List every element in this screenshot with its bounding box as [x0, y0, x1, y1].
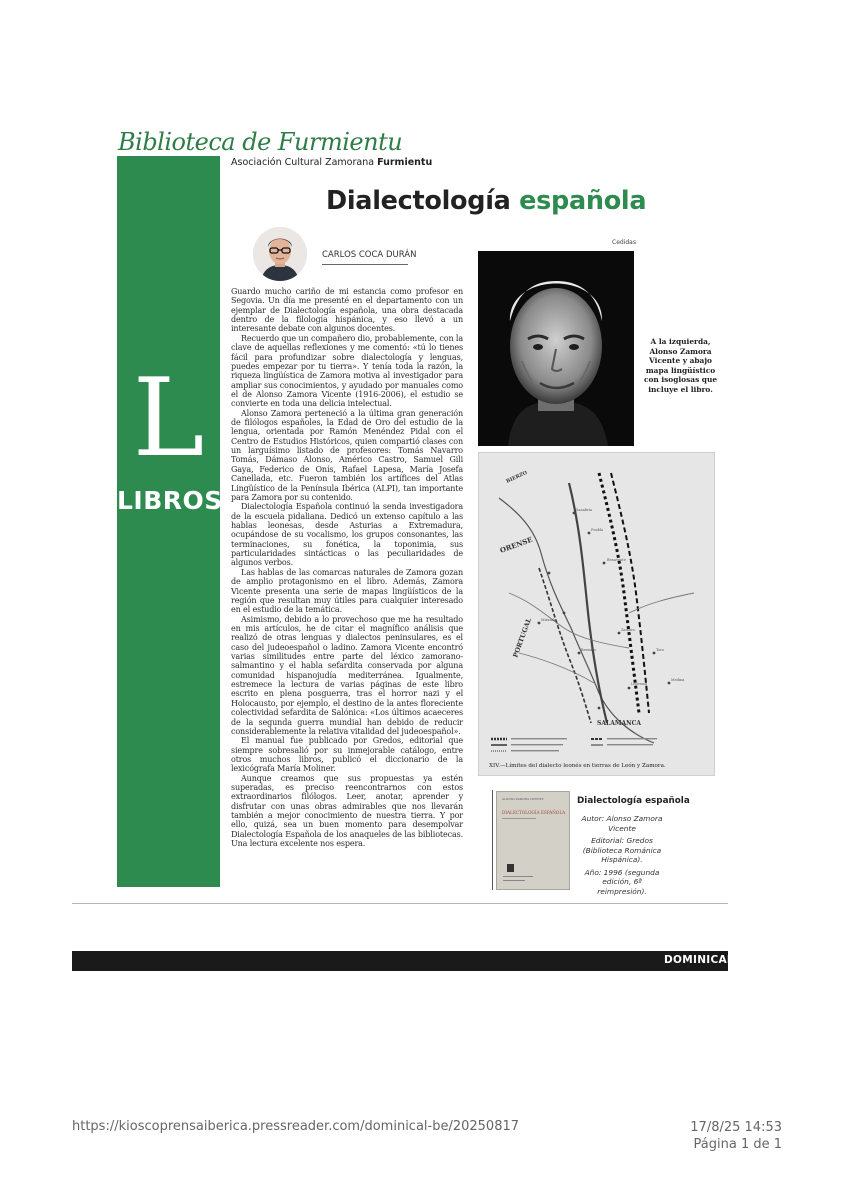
svg-text:Sanabria: Sanabria: [576, 508, 592, 512]
headline-accent: española: [519, 186, 647, 216]
svg-text:Benavente: Benavente: [607, 558, 626, 562]
paragraph: Recuerdo que un compañero dio, probablemente, con la clave de aquellas reflexiones y me comentó: «tú lo tienes fácil para profundizar sobre dialectología y lenguas, puedes empezar por tu tierra». Y tenía toda la razón, la riqueza lingüística de Zamora motiva al investigador para ampliar sus conocimientos, y ayudado por manuales como el de Alonso Zamora Vicente (1916-2006), el estudio se convierte en toda una delicia intelectual.: [231, 333, 463, 409]
paragraph: Dialectología Española continuó la senda investigadora de la escuela pidaliana. Dedicó un extenso capítulo a las hablas leonesas, desde Asturias a Extremadura, ocupándose de su vocalismo, los grupos consonantes, las terminaciones, su fonética, la toponimia, sus particularidades sintácticas o las peculiaridades de algunos verbos.: [231, 502, 463, 568]
book-cover-author: ALONSO ZAMORA VICENTE: [502, 797, 544, 801]
book-divider: [492, 790, 493, 890]
source-url[interactable]: https://kioscoprensaiberica.pressreader.com/dominical-be/20250817: [72, 1119, 520, 1134]
series-title: Biblioteca de Furmientu: [118, 128, 403, 156]
paragraph: Aunque creamos que sus propuestas ya estén superadas, es preciso reencontrarnos con estos extraordinarios filólogos. Leer, anotar, aprender y disfrutar con unas obras admirables que nos llevarán también a mejor conocimiento de nuestra tierra. Y por ello, quizá, sea un buen momento para desempolvar Dialectología Española de los anaqueles de las bibliotecas. Una lectura excelente nos espera.: [231, 773, 463, 849]
print-info: [640, 1119, 782, 1153]
book-publisher: Editorial: Gredos (Biblioteca Románica Hispánica).: [582, 836, 662, 864]
svg-text:Zamora: Zamora: [621, 628, 635, 632]
publication-name: DOMINICAL: [664, 954, 734, 966]
print-datetime: 17/8/25 14:53: [690, 1120, 782, 1135]
map-label-portugal: PORTUGAL: [511, 616, 534, 659]
publication-bar: [72, 951, 728, 971]
section-letter: L: [132, 356, 205, 481]
article-body: [231, 287, 463, 849]
association-prefix: Asociación Cultural Zamorana: [231, 157, 375, 168]
paragraph: Alonso Zamora perteneció a la última gran generación de filólogos españoles, la Edad de Oro del estudio de la lengua, orientada por Ramón Menéndez Pidal con el Centro de Estudios Históricos, quien compartió clases con un larguísimo listado de profesores: Tomás Navarro Tomás, Dámaso Alonso, Américo Castro, Samuel Gili Gaya, Federico de Onís, Rafael Lapesa, María Josefa Canellada, etc. Fueron también los artífices del Atlas Lingüístico de la Península Ibérica (ALPI), tan importante para Zamora por su contenido.: [231, 408, 463, 502]
map-label-bierzo: BIERZO: [505, 469, 529, 485]
author-avatar: [253, 227, 307, 281]
association-line: [231, 157, 432, 168]
paragraph: Asimismo, debido a lo provechoso que me ha resultado en mis artículos, he de citar el magnífico análisis que realizó de otras lenguas y dialectos peninsulares, es el caso del judeoespañol o ladino. Zamora Vicente encontró varias similitudes entre parte del léxico zamorano-salmantino y el habla sefardita conservada por alguna comunidad hispanojudía mediterránea. Igualmente, estremece la lectura de varias páginas de este libro escrito en plena posguerra, tras el horror nazi y el Holocausto, por ejemplo, el destino de la antes floreciente colectividad sefardita de Salónica: «Los últimos acaeceres de la segunda guerra mundial han debido de reducir considerablemente la relativa vitalidad del judeoespañol».: [231, 614, 463, 736]
book-author: Autor: Alonso Zamora Vicente: [581, 814, 663, 833]
headline-main: Dialectología: [326, 186, 511, 216]
book-title: Dialectología española: [577, 796, 690, 806]
photo-caption: A la izquierda, Alonso Zamora Vicente y abajo mapa lingüístico con isoglosas que incluye el libro.: [643, 337, 718, 394]
portrait-photo: [478, 251, 634, 446]
book-year: Año: 1996 (segunda edición, 6ª reimpresión).: [584, 867, 660, 896]
svg-text:Medina: Medina: [671, 678, 685, 682]
photo-credit: Cedidas: [612, 239, 636, 246]
svg-text:Bermillo: Bermillo: [581, 648, 597, 652]
page-divider: [72, 903, 728, 904]
page-number: Página 1 de 1: [693, 1137, 782, 1152]
author-byline: CARLOS COCA DURÁN: [322, 250, 408, 265]
map-label-orense: ORENSE: [498, 534, 534, 555]
svg-text:Miranda: Miranda: [541, 618, 557, 622]
paragraph: Guardo mucho cariño de mi estancia como profesor en Segovia. Un día me presenté en el departamento con un ejemplar de Dialectología española, una obra destacada dentro de la filología hispánica, y eso llevó a un interesante debate con algunos docentes.: [231, 287, 463, 334]
svg-text:Toro: Toro: [656, 648, 664, 652]
book-details: [577, 814, 667, 899]
book-cover-title: DIALECTOLOGÍA ESPAÑOLA: [502, 810, 566, 815]
section-label: LIBROS: [117, 486, 223, 515]
association-name: Furmientu: [377, 157, 433, 168]
map-caption: XIV.—Límites del dialecto leonés en tierras de León y Zamora.: [489, 763, 666, 769]
paragraph: El manual fue publicado por Gredos, editorial que siempre sobresalió por su inmejorable catálogo, entre otros muchos libros, publicó el diccionario de la lexicógrafa María Moliner.: [231, 736, 463, 774]
book-cover: [496, 791, 570, 890]
map-label-salamanca: SALAMANCA: [597, 720, 642, 727]
section-sidebar: [117, 156, 223, 887]
paragraph: Las hablas de las comarcas naturales de Zamora gozan de amplio protagonismo en el libro. Además, Zamora Vicente presenta una serie de mapas lingüísticos de la región que resultan muy útiles para cualquier interesado en el estudio de la temática.: [231, 567, 463, 615]
svg-text:Puebla: Puebla: [591, 528, 604, 532]
headline: [326, 186, 646, 216]
dialect-map: [478, 452, 715, 776]
svg-text:Ledesma: Ledesma: [631, 682, 647, 686]
